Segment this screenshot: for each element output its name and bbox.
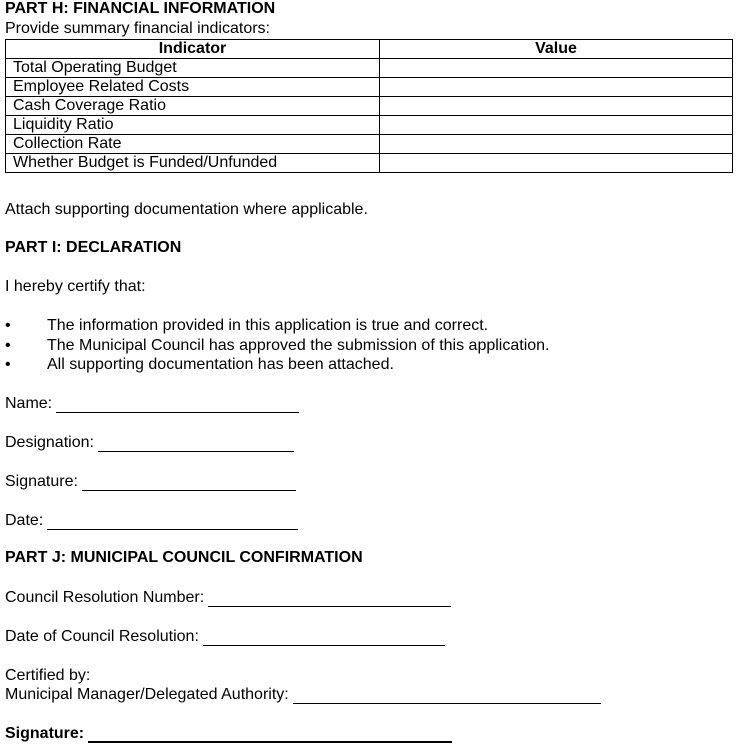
value-cell[interactable] [380,116,733,135]
resolution-number-field [5,589,451,607]
council-signature-label: Signature: [5,725,85,742]
indicator-cell: Total Operating Budget [6,59,380,78]
table-row [6,78,733,97]
manager-field [5,686,601,704]
table-row [6,59,733,78]
list-item [5,336,550,356]
list-item-text: The Municipal Council has approved the submission of this application. [47,336,550,354]
manager-line[interactable] [293,688,601,704]
signature-label: Signature: [5,473,78,490]
indicator-cell: Cash Coverage Ratio [6,97,380,116]
name-field [5,395,299,413]
part-h-heading: PART H: FINANCIAL INFORMATION [5,0,276,17]
indicator-cell: Liquidity Ratio [6,116,380,135]
designation-field [5,434,294,452]
part-h-intro: Provide summary financial indicators: [5,20,270,37]
table-row [6,135,733,154]
table-header-value: Value [380,40,733,59]
list-item-text: The information provided in this application is true and correct. [47,317,489,334]
date-label: Date: [5,512,44,529]
resolution-date-line[interactable] [203,630,445,646]
value-cell[interactable] [380,97,733,116]
list-item-text: All supporting documentation has been attached. [47,356,394,373]
manager-label: Municipal Manager/Delegated Authority: [5,686,289,703]
indicator-cell: Collection Rate [6,135,380,154]
resolution-number-label: Council Resolution Number: [5,589,205,606]
table-header-row [6,40,733,59]
value-cell[interactable] [380,78,733,97]
bullet-icon: • [5,317,11,334]
table-header-indicator: Indicator [6,40,380,59]
financial-indicators-table [5,39,733,173]
value-cell[interactable] [380,154,733,173]
supporting-docs-note: Attach supporting documentation where applicable. [5,201,368,218]
part-i-intro: I hereby certify that: [5,278,146,295]
resolution-date-label: Date of Council Resolution: [5,628,199,645]
council-signature-line[interactable] [88,726,452,743]
declaration-list [5,316,550,375]
table-row [6,154,733,173]
part-j-heading: PART J: MUNICIPAL COUNCIL CONFIRMATION [5,549,363,566]
designation-label: Designation: [5,434,94,451]
indicator-cell: Employee Related Costs [6,78,380,97]
value-cell[interactable] [380,135,733,154]
signature-line[interactable] [82,475,296,491]
bullet-icon: • [5,336,11,354]
value-cell[interactable] [380,59,733,78]
council-signature-field [5,725,452,743]
indicator-cell: Whether Budget is Funded/Unfunded [6,154,380,173]
part-i-heading: PART I: DECLARATION [5,239,182,256]
bullet-icon: • [5,356,11,373]
name-line[interactable] [56,397,299,413]
resolution-date-field [5,628,445,646]
resolution-number-line[interactable] [208,591,451,607]
table-row [6,97,733,116]
date-line[interactable] [47,514,298,530]
table-row [6,116,733,135]
designation-line[interactable] [98,436,294,452]
signature-field [5,473,296,491]
name-label: Name: [5,395,53,412]
date-field [5,512,298,530]
list-item [5,355,550,375]
certified-by-label: Certified by: [5,667,91,684]
list-item [5,316,550,336]
